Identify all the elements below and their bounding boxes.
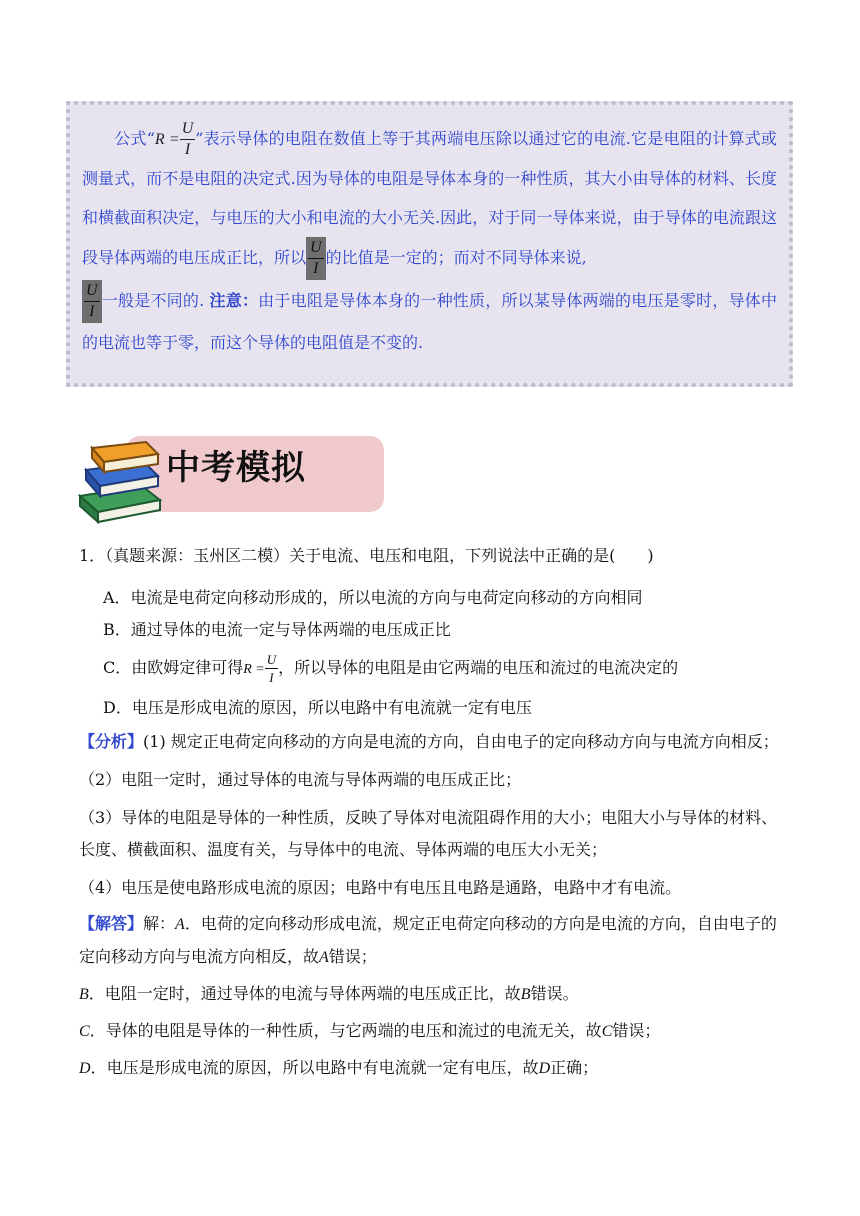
option-b: B．通过导体的电流一定与导体两端的电压成正比 (103, 620, 451, 639)
formula-note-box (66, 101, 793, 387)
analysis-1: 【分析】(1) 规定正电荷定向移动的方向是电流的方向，自由电子的定向移动方向与电流方向相反； (79, 732, 779, 751)
ratio-fraction-1: $\frac{U}{I}$ (306, 237, 326, 280)
option-c-fraction: $\frac{U}{I}$ (266, 652, 277, 685)
solution-d: D．电压是形成电流的原因，所以电路中有电流就一定有电压，故D正确； (79, 1058, 599, 1077)
note-label: 注意： (209, 291, 259, 310)
banner-title: 中考模拟 (166, 448, 306, 488)
question-stem: 1．（真题来源：玉州区二模）关于电流、电压和电阻，下列说法中正确的是( ) (79, 546, 654, 565)
ratio-fraction-2: $\frac{U}{I}$ (82, 280, 102, 323)
option-a: A．电流是电荷定向移动形成的，所以电流的方向与电荷定向移动的方向相同 (103, 588, 643, 607)
option-c: C．由欧姆定律可得R = $\frac{U}{I}$ ，所以导体的电阻是由它两端的电压和流过的电流决定的 (103, 652, 679, 685)
note-text-5: 由于电阻是导体本身的一种性质，所以某导体两端的电压是零时，导体中的电流也等于零，而这个导体的电阻值是不变的. (82, 291, 777, 352)
note-text-1: 公式“ (114, 129, 155, 148)
formula-fraction: $\frac{U}{I}$ (181, 120, 194, 158)
formula-note-text (82, 119, 777, 362)
note-text-4: 一般是不同的. (101, 291, 210, 310)
books-icon (76, 434, 166, 526)
note-text-3: 的比值是一定的；而对不同导体来说, (325, 248, 587, 267)
solution-b: B．电阻一定时，通过导体的电流与导体两端的电压成正比，故B错误。 (79, 984, 579, 1003)
analysis-3: （3）导体的电阻是导体的一种性质，反映了导体对电流阻碍作用的大小；电阻大小与导体的材料、长度、横截面积、温度有关，与导体中的电流、导体两端的电压大小无关； (79, 808, 778, 859)
analysis-2: （2）电阻一定时，通过导体的电流与导体两端的电压成正比； (79, 770, 522, 789)
formula-lhs: R = (154, 131, 180, 148)
solution-a: 【解答】解：A．电荷的定向移动形成电流，规定正电荷定向移动的方向是电流的方向，自由电子的定向移动方向与电流方向相反，故A错误； (79, 914, 777, 966)
option-d: D．电压是形成电流的原因，所以电路中有电流就一定有电压 (103, 698, 532, 717)
analysis-4: （4）电压是使电路形成电流的原因；电路中有电压且电路是通路，电路中才有电流。 (79, 878, 682, 897)
note-text-2: ”表示导体的电阻在数值上等于其两端电压除以通过它的电流.它是电阻的计算式或测量式，而不是电阻的决定式.因为导体的电阻是导体本身的一种性质，其大小由导体的材料、长度和横截面积决定，与电压的大小和电流的大小无关.因此，对于同一导体来说，由于导体的电流跟这段导体两端的电压成正比，所以 (82, 129, 777, 267)
section-banner (76, 434, 316, 524)
question-block (79, 540, 784, 1085)
solution-c: C．导体的电阻是导体的一种性质，与它两端的电压和流过的电流无关，故C错误； (79, 1021, 661, 1040)
